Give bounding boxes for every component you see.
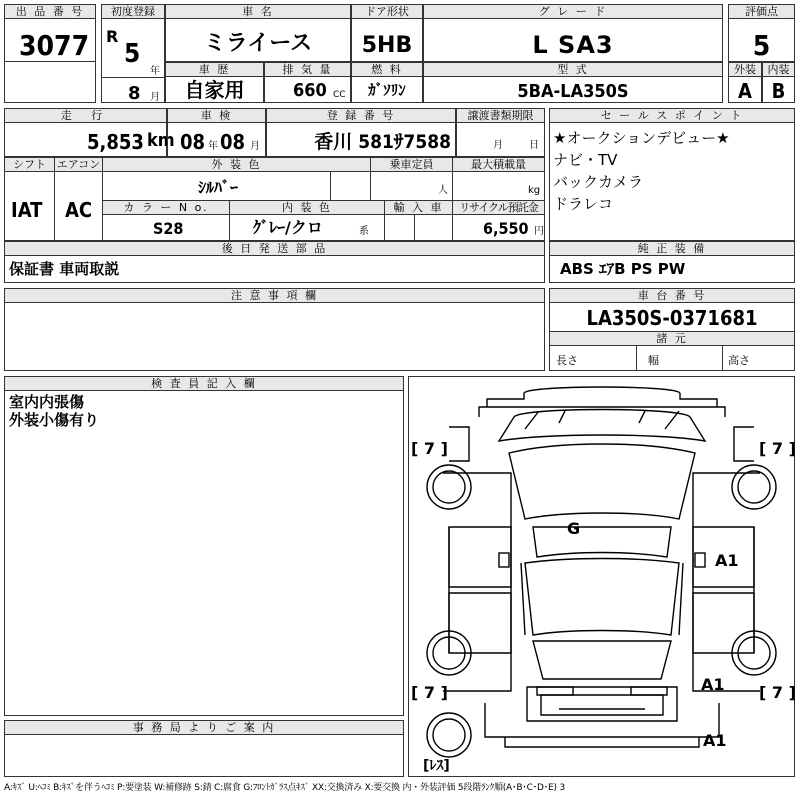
office-notes-label: 事 務 局 よ り ご 案 内 [5,721,403,735]
aircon-label: エアコン [55,158,103,172]
spare-tire-mark: [ﾚｽ] [423,758,450,774]
color-no: S28 [153,219,184,238]
tire-rear-right-mark: [ 7 ] [759,683,796,702]
fuel-label: 燃 料 [352,63,422,77]
chassis-label: 車 台 番 号 [550,289,794,303]
sales-point-item: ドラレコ [553,195,614,213]
mileage-cell [4,108,175,157]
color-no-label: カ ラ ー N o. [103,201,230,215]
sales-point-item: ★オークションデビュー★ [553,129,730,147]
score-cell [728,4,795,62]
fuel-cell [351,62,423,103]
recycle-label: リサイクル預託金 [453,201,544,215]
capacity-label: 乗車定員 [371,158,453,172]
ext-color-label: 外 装 色 [103,158,371,172]
later-parts: 保証書 車両取説 [9,260,120,278]
inspection-year-unit: 年 [208,141,218,152]
specs-block [4,157,545,241]
registration-cell [266,108,456,157]
year-unit: 年 [150,66,160,77]
registration-label: 登 録 番 号 [267,109,455,123]
first-registration-cell [101,4,165,103]
chassis-number: LA350S-0371681 [586,306,758,330]
model-code-label: 型 式 [424,63,722,77]
tire-rear-left-mark: [ 7 ] [411,683,448,702]
door-type: 5HB [361,33,413,58]
genuine-equipment: ABS ｴｱB PS PW [560,260,686,278]
inspection-cell [167,108,266,157]
door-label: ドア形状 [352,5,422,19]
notes-cell [4,288,545,371]
sales-points-label: セ ー ル ス ポ イ ン ト [550,109,794,123]
car-name-cell [165,4,351,62]
first-registration-month: 8 [128,83,141,104]
lot-number-cell [4,4,96,103]
reiwa-era-mark: R [106,27,119,46]
mileage: 5,853 [87,130,144,154]
km-unit: km [147,130,175,151]
transfer-docs-label: 譲渡書類期限 [457,109,544,123]
import-label: 輸 入 車 [385,201,453,215]
model-code-cell [423,62,723,103]
displacement-label: 排 気 量 [265,63,350,77]
legend: A:ｷｽﾞ U:ﾍｺﾐ B:ｷｽﾞを伴うﾍｺﾐ P:要塗装 W:補修跡 S:錆 C:腐食 G:ﾌﾛﾝﾄｶﾞﾗｽ点ｷｽﾞ XX:交換済み X:要交換 内・外装評価 5段階ﾗﾝｸ順(A･B･C･D･E) 3 [4,783,565,793]
lot-number: 3077 [19,29,90,62]
later-parts-cell [4,241,545,283]
ext-color: ｼﾙﾊﾞｰ [197,178,238,197]
width-label: 幅 [648,354,659,367]
grade-label: グ レ ー ド [424,5,722,19]
notes-label: 注 意 事 項 欄 [5,289,544,303]
first-registration-label: 初度登録 [102,5,164,19]
fuel: ｶﾞｿﾘﾝ [368,81,406,99]
kg-unit: kg [528,185,541,196]
doc-month-unit: 月 [493,140,503,151]
history-label: 車 歴 [166,63,263,77]
cc-unit: CC [333,90,346,100]
right-front-door-mark: A1 [715,551,739,570]
height-label: 高さ [728,354,750,367]
score: 5 [752,29,771,62]
shift: IAT [11,198,43,222]
grade-cell [423,4,723,62]
windshield-mark: G [567,519,581,538]
interior-grade: B [771,79,786,103]
person-unit: 人 [438,185,448,196]
specs-label: 諸 元 [550,331,794,346]
rear-bumper-mark: A1 [703,731,727,750]
inspector-note: 外装小傷有り [9,411,100,429]
grade: L SA3 [532,31,614,59]
sales-point-item: ナビ・TV [553,151,618,169]
exterior-grade: A [738,79,752,103]
int-color: ｸﾞﾚｰ/クロ [253,218,323,237]
history: 自家用 [184,78,245,102]
genuine-equipment-cell [549,241,795,283]
aircon: AC [65,198,93,222]
history-cell [165,62,264,103]
inspection-month: 08 [220,130,246,154]
interior-label: 内装 [763,63,794,77]
lot-number-label: 出 品 番 号 [5,5,95,19]
later-parts-label: 後 日 発 送 部 品 [5,242,544,256]
car-diagram [409,377,794,776]
max-load-label: 最大積載量 [453,158,544,172]
int-color-label: 内 装 色 [230,201,385,215]
yen-unit: 円 [534,226,544,237]
first-registration-year: 5 [124,39,141,69]
door-cell [351,4,423,62]
tire-front-right-mark: [ 7 ] [759,439,796,458]
month-unit: 月 [150,92,160,103]
chassis-cell [549,288,795,371]
right-rear-mark: A1 [701,675,725,694]
inspection-month-unit: 月 [250,141,260,152]
sales-point-item: バックカメラ [553,173,644,191]
score-label: 評価点 [729,5,794,19]
interior-cell [762,62,795,103]
mileage-label: 走 行 [5,109,166,123]
displacement-cell [264,62,351,103]
inspector-notes-label: 検 査 員 記 入 欄 [5,377,403,391]
car-name: ミライース [203,31,313,56]
inspection-year: 08 [180,130,206,154]
office-notes-cell [4,720,404,777]
inspection-label: 車 検 [168,109,265,123]
doc-day-unit: 日 [529,140,539,151]
kei-unit: 系 [359,226,369,237]
shift-label: シフト [5,158,55,172]
genuine-equipment-label: 純 正 装 備 [550,242,794,256]
displacement: 660 [293,80,327,101]
model-code: 5BA-LA350S [517,81,629,102]
transfer-docs-cell [456,108,545,157]
car-diagram-cell [408,376,795,777]
registration-number: 香川 581ｻ7588 [314,131,451,153]
tire-front-left-mark: [ 7 ] [411,439,448,458]
car-name-label: 車 名 [166,5,350,19]
length-label: 長さ [556,354,578,367]
sales-points-cell [549,108,795,241]
recycle-fee: 6,550 [483,219,529,238]
inspector-notes-cell [4,376,404,716]
inspector-note: 室内内張傷 [9,393,85,411]
exterior-label: 外装 [729,63,761,77]
exterior-cell [728,62,762,103]
tires [427,465,776,757]
